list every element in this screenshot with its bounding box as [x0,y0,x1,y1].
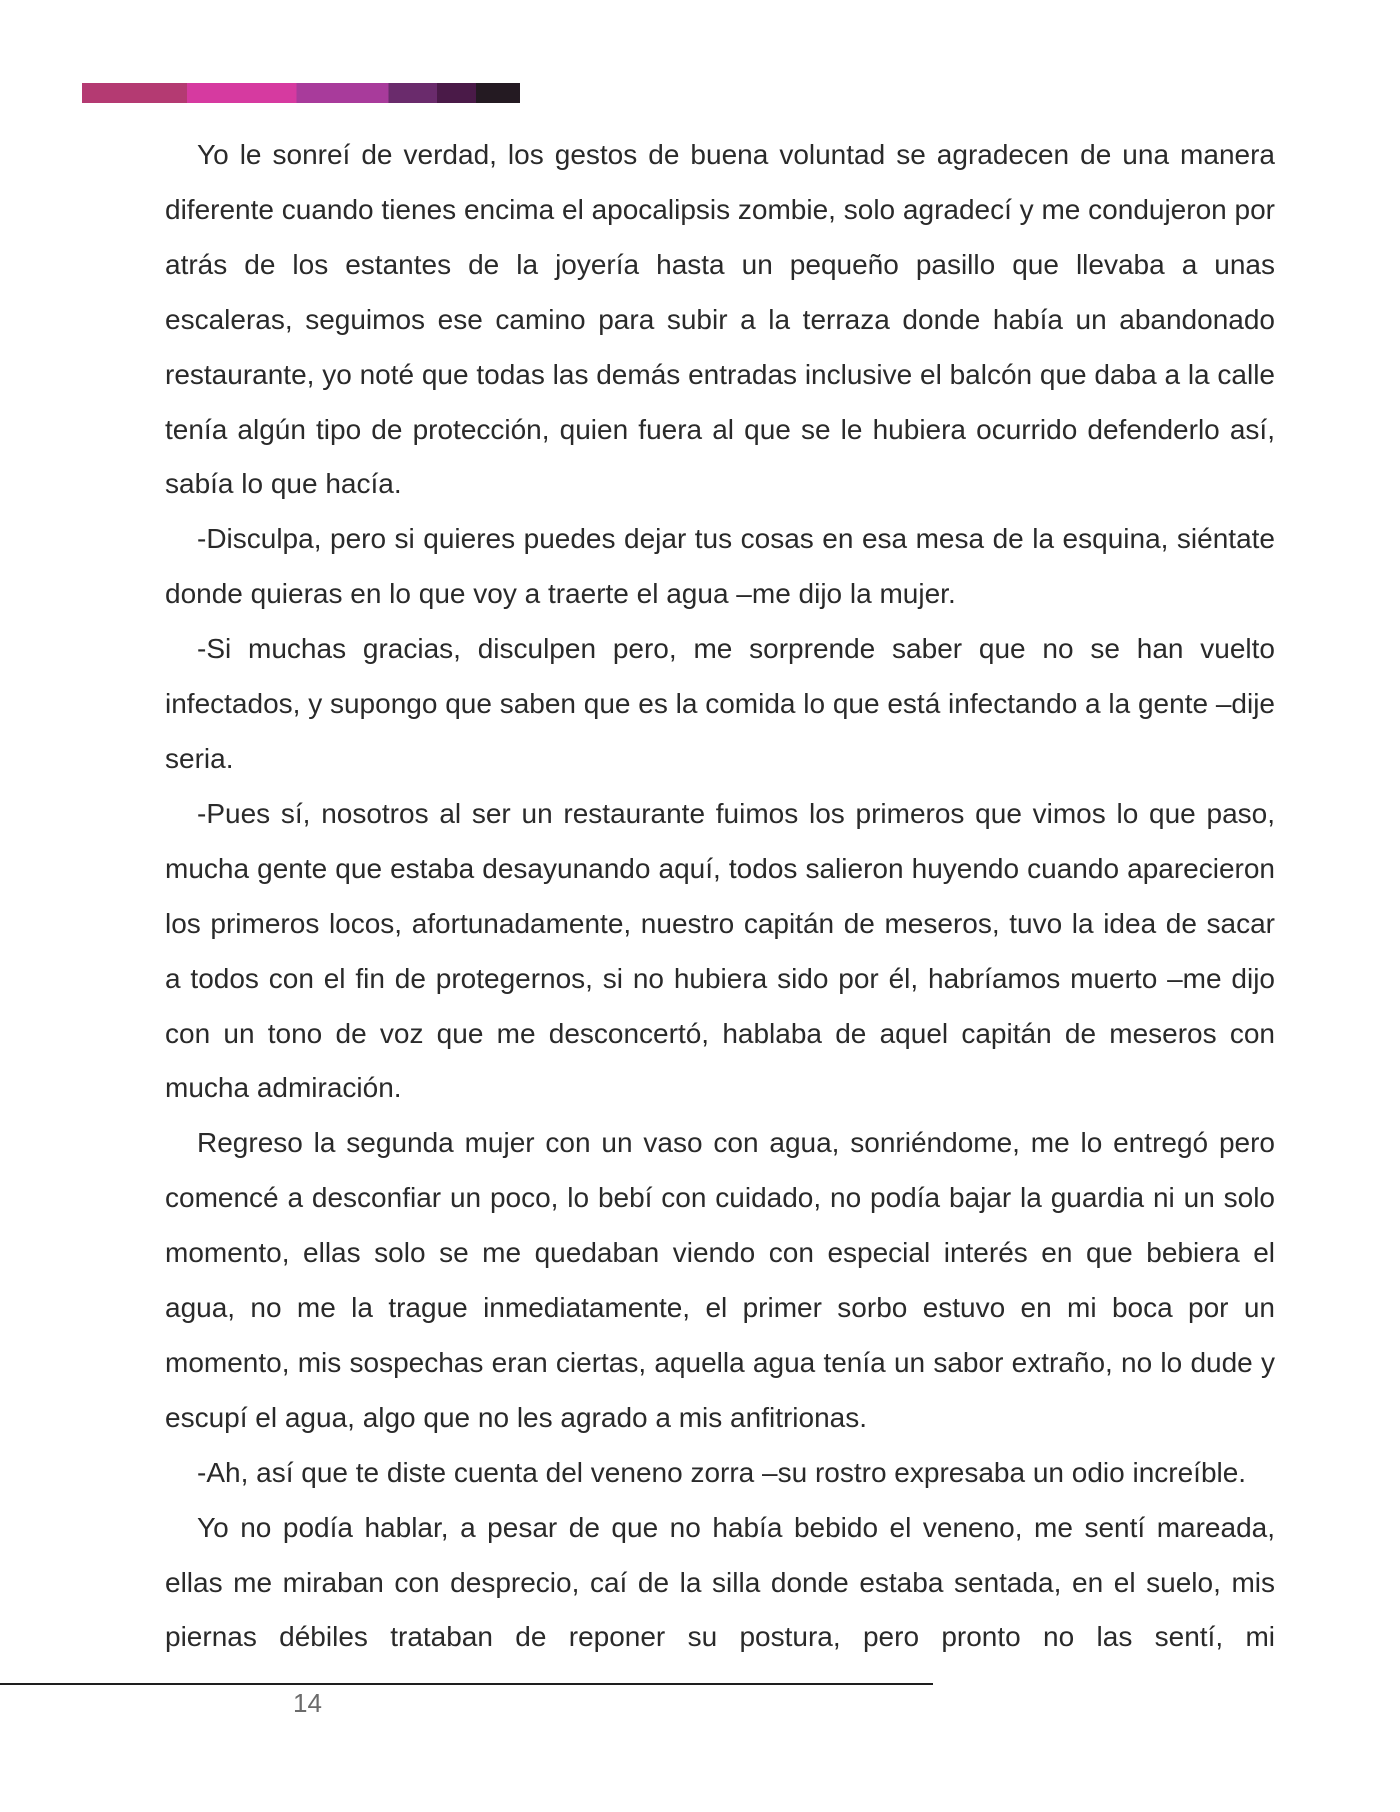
page-number: 14 [293,1688,322,1718]
paragraph: -Pues sí, nosotros al ser un restaurante fuimos los primeros que vimos lo que paso, mucha gente que estaba desayunando aquí, todos salieron huyendo cuando aparecieron los primeros locos, afortunadamente, nuestro capitán de meseros, tuvo la idea de sacar a todos con el fin de protegernos, si no hubiera sido por él, habríamos muerto –me dijo con un tono de voz que me desconcertó, hablaba de aquel capitán de meseros con mucha admiración. [165,797,1275,1104]
paragraph: Regreso la segunda mujer con un vaso con agua, sonriéndome, me lo entregó pero comencé a desconfiar un poco, lo bebí con cuidado, no podía bajar la guardia ni un solo momento, ellas solo se me quedaban viendo con especial interés en que bebiera el agua, no me la trague inmediatamente, el primer sorbo estuvo en mi boca por un momento, mis sospechas eran ciertas, aquella agua tenía un sabor extraño, no lo dude y escupí el agua, algo que no les agrado a mis anfitrionas. [165,1127,1275,1433]
paragraph: -Disculpa, pero si quieres puedes dejar tus cosas en esa mesa de la esquina, siéntate donde quieras en lo que voy a traerte el agua –me dijo la mujer. [165,523,1275,610]
body-text [165,128,1275,1665]
paragraph: -Si muchas gracias, disculpen pero, me sorprende saber que no se han vuelto infectados, y supongo que saben que es la comida lo que está infectando a la gente –dije seria. [165,633,1275,774]
paragraph: -Ah, así que te diste cuenta del veneno zorra –su rostro expresaba un odio increíble. [197,1456,1247,1488]
footer-rule [0,1683,933,1685]
paragraph: Yo no podía hablar, a pesar de que no había bebido el veneno, me sentí mareada, ellas me miraban con desprecio, caí de la silla donde estaba sentada, en el suelo, mis piernas débiles trataban de reponer su postura, pero pronto no las sentí, mi [165,1511,1275,1653]
paragraph: Yo le sonreí de verdad, los gestos de buena voluntad se agradecen de una manera diferente cuando tienes encima el apocalipsis zombie, solo agradecí y me condujeron por atrás de los estantes de la joyería hasta un pequeño pasillo que llevaba a unas escaleras, seguimos ese camino para subir a la terraza donde había un abandonado restaurante, yo noté que todas las demás entradas inclusive el balcón que daba a la calle tenía algún tipo de protección, quien fuera al que se le hubiera ocurrido defenderlo así, sabía lo que hacía. [165,139,1275,500]
decorative-header-bar [82,83,520,103]
